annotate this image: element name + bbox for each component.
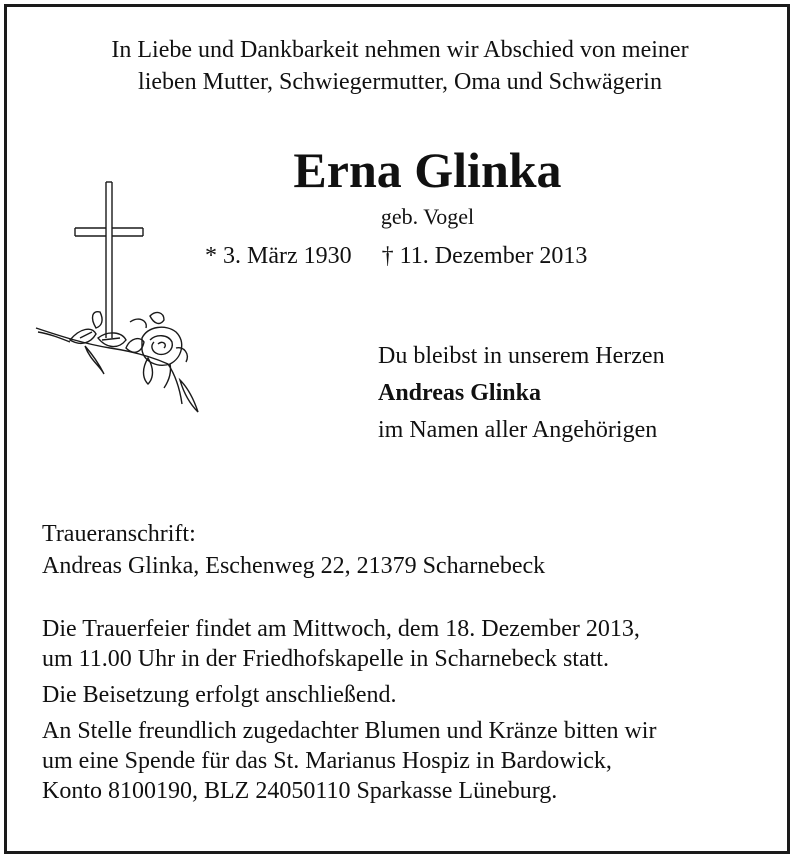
intro-line-2: lieben Mutter, Schwiegermutter, Oma und Schwägerin <box>138 69 662 95</box>
signoff-line-3: im Namen aller Angehörigen <box>378 417 658 443</box>
ceremony-info <box>42 614 656 812</box>
birth-date: * 3. März 1930 <box>205 243 352 269</box>
death-date: † 11. Dezember 2013 <box>381 243 588 269</box>
intro-text <box>0 34 800 98</box>
donation-paragraph <box>42 716 656 806</box>
mourning-address <box>42 518 545 582</box>
signoff-block <box>378 338 665 449</box>
funeral-line-2: um 11.00 Uhr in der Friedhofskapelle in Scharnebeck statt. <box>42 646 609 672</box>
signer-name: Andreas Glinka <box>378 380 541 406</box>
life-dates <box>205 240 587 272</box>
signoff-line-1: Du bleibst in unserem Herzen <box>378 343 665 369</box>
address-value: Andreas Glinka, Eschenweg 22, 21379 Scharnebeck <box>42 553 546 579</box>
deceased-name: Erna Glinka <box>293 142 562 198</box>
donation-line-1: An Stelle freundlich zugedachter Blumen und Kränze bitten wir <box>42 718 657 744</box>
burial-paragraph <box>42 680 656 710</box>
maiden-name: geb. Vogel <box>380 204 475 229</box>
funeral-paragraph <box>42 614 656 674</box>
donation-line-2: um eine Spende für das St. Marianus Hospiz in Bardowick, <box>42 748 612 774</box>
intro-line-1: In Liebe und Dankbarkeit nehmen wir Abschied von meiner <box>111 37 689 63</box>
funeral-line-1: Die Trauerfeier findet am Mittwoch, dem 18. Dezember 2013, <box>42 616 640 642</box>
address-label: Traueranschrift: <box>42 521 196 547</box>
donation-line-3: Konto 8100190, BLZ 24050110 Sparkasse Lüneburg. <box>42 778 558 804</box>
burial-line: Die Beisetzung erfolgt anschließend. <box>42 682 397 708</box>
